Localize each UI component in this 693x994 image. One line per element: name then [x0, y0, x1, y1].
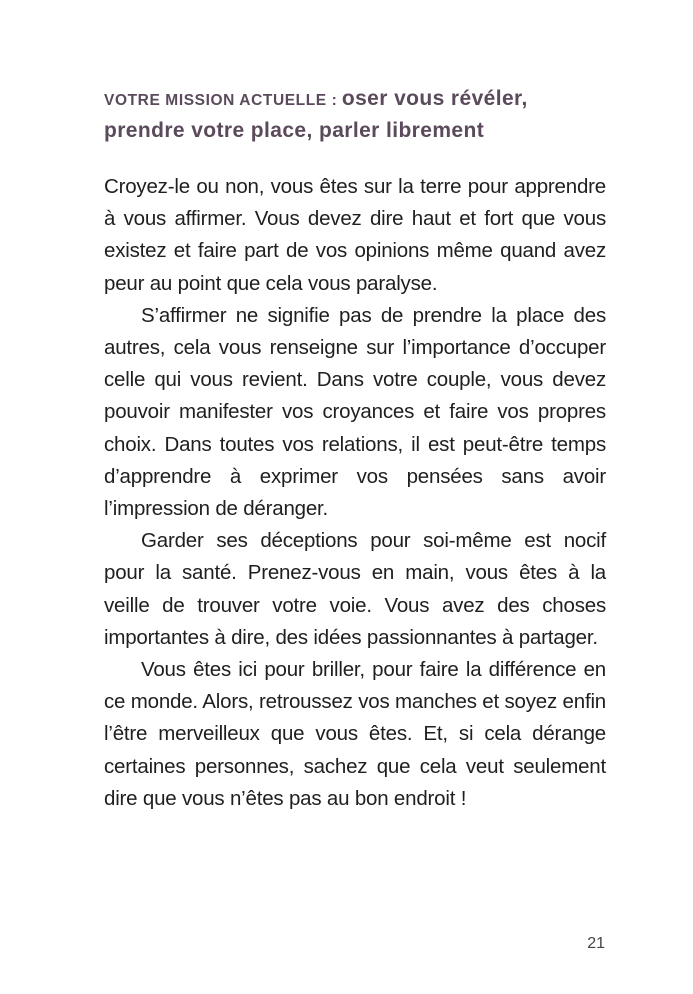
paragraph-3: Garder ses déceptions pour soi-même est nocif pour la santé. Prenez-vous en main, vous êtes à la veille de trouver votre voie. Vous avez des choses importantes à dire, des idées passionnantes à partager. — [104, 529, 606, 649]
page-number: 21 — [587, 935, 605, 952]
body-text — [104, 171, 606, 815]
paragraph-4: Vous êtes ici pour briller, pour faire la différence en ce monde. Alors, retroussez vos manches et soyez enfin l’être merveilleux que vous êtes. Et, si cela dérange certaines personnes, sachez que cela veut seulement dire que vous n’êtes pas au bon endroit ! — [104, 658, 606, 810]
section-heading — [104, 84, 604, 146]
paragraph-1: Croyez-le ou non, vous êtes sur la terre pour apprendre à vous affirmer. Vous devez dire haut et fort que vous existez et faire part de vos opinions même quand avez peur au point que cela vous paralyse. — [104, 175, 606, 295]
heading-kicker: VOTRE MISSION ACTUELLE : — [104, 92, 338, 109]
heading-title-line1: oser vous révéler, — [341, 87, 528, 110]
heading-title-line2: prendre votre place, parler librement — [104, 119, 485, 142]
paragraph-2: S’affirmer ne signifie pas de prendre la place des autres, cela vous renseigne sur l’importance d’occuper celle qui vous revient. Dans votre couple, vous devez pouvoir manifester vos croyances et faire vos propres choix. Dans toutes vos relations, il est peut-être temps d’apprendre à exprimer vos pensées sans avoir l’impression de déranger. — [104, 303, 606, 521]
